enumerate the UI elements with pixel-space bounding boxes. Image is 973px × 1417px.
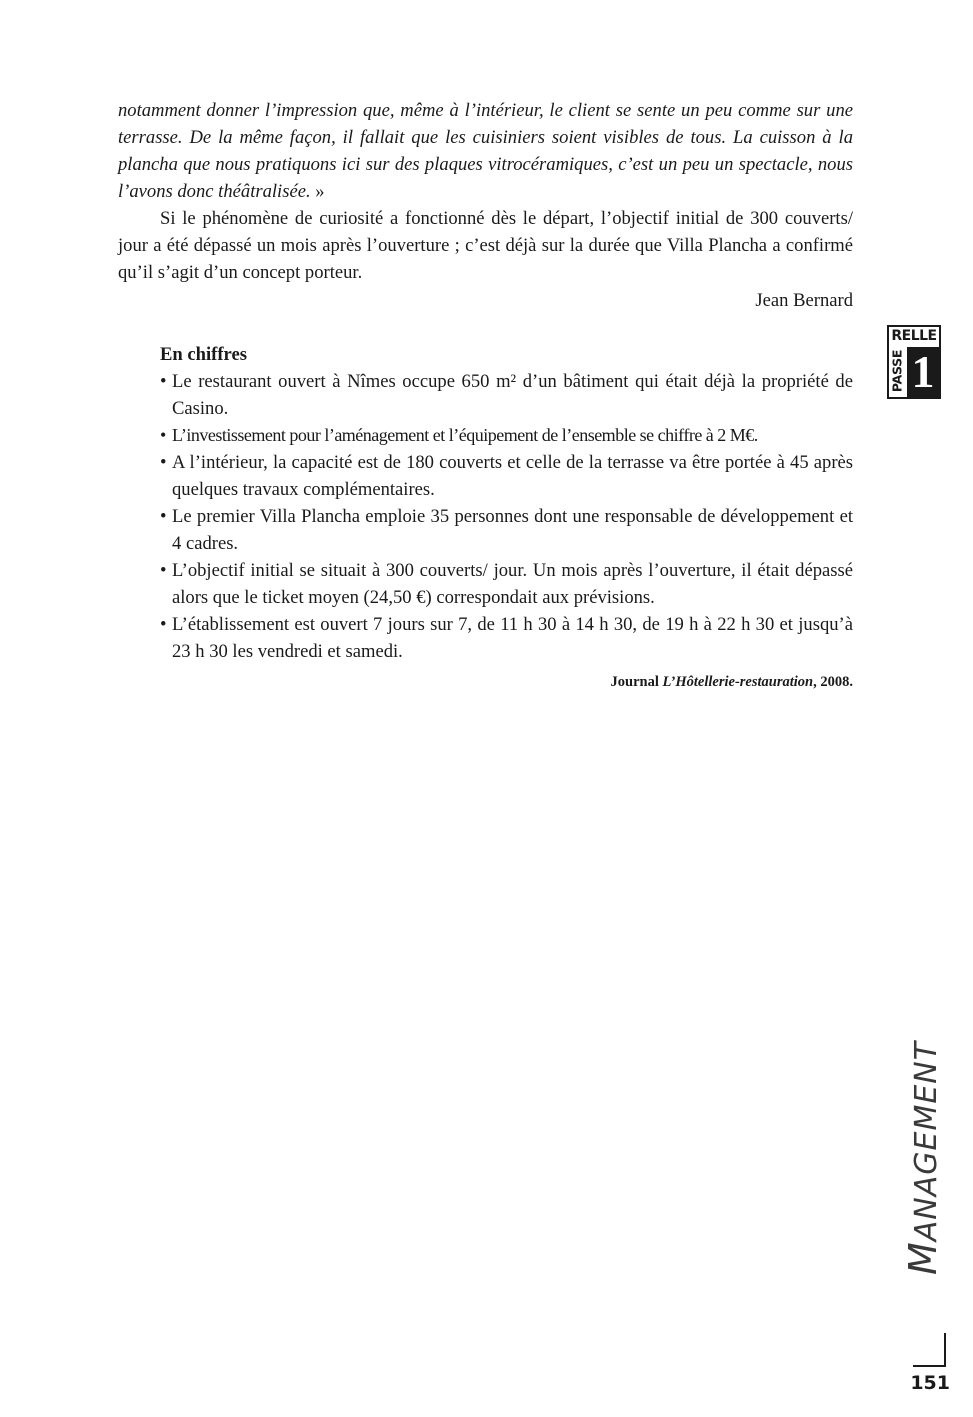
- page-number: 151: [910, 1372, 950, 1394]
- quote-text: notamment donner l’impression que, même à l’intérieur, le client se sente un peu comme sur une terrasse. De la même façon, il fallait que les cuisiniers soient visibles de tous. La cuisson à la plancha que nous pratiquons ici sur des plaques vitrocéramiques, c’est un peu un spectacle, nous l’avons donc théâtralisée.: [118, 100, 853, 202]
- passerelle-badge: [887, 325, 941, 399]
- author-signature: Jean Bernard: [755, 290, 853, 311]
- badge-side: [889, 347, 905, 395]
- list-item: • L’établissement est ouvert 7 jours sur 7, de 11 h 30 à 14 h 30, de 19 h à 22 h 30 et jusqu’à 23 h 30 les vendredi et samedi.: [160, 611, 853, 665]
- quote-paragraph: [118, 97, 853, 205]
- list-item: • L’objectif initial se situait à 300 couverts/ jour. Un mois après l’ouverture, il était dépassé alors que le ticket moyen (24,50 €) correspondait aux prévisions.: [160, 557, 853, 611]
- quote-close: »: [310, 181, 325, 202]
- body-paragraph: Si le phénomène de curiosité a fonctionné dès le départ, l’objectif initial de 300 couverts/ jour a été dépassé un mois après l’ouverture ; c’est déjà sur la durée que Villa Plancha a confirmé qu’il s’agit d’un concept porteur.: [118, 208, 853, 283]
- figures-box: [160, 341, 853, 696]
- source-suffix: , 2008.: [813, 674, 853, 690]
- source-citation: [160, 669, 853, 696]
- section-first-letter: M: [901, 1241, 945, 1276]
- section-title: [868, 1018, 973, 1298]
- badge-top-text: RELLE: [891, 328, 937, 344]
- figures-list: [160, 368, 853, 665]
- folio-rule-vertical: [944, 1333, 946, 1365]
- folio-rule-horizontal: [913, 1365, 946, 1367]
- box-title: En chiffres: [160, 344, 247, 365]
- list-item: • Le premier Villa Plancha emploie 35 personnes dont une responsable de développement et 4 cadres.: [160, 503, 853, 557]
- source-prefix: Journal: [610, 674, 663, 690]
- list-item: • L’investissement pour l’aménagement et l’équipement de l’ensemble se chiffre à 2 M€.: [160, 422, 853, 449]
- list-item: • Le restaurant ouvert à Nîmes occupe 650 m² d’un bâtiment qui était déjà la propriété de Casino.: [160, 368, 853, 422]
- list-item: • A l’intérieur, la capacité est de 180 couverts et celle de la terrasse va être portée à 45 après quelques travaux complémentaires.: [160, 449, 853, 503]
- badge-side-text: PASSE: [889, 349, 905, 393]
- section-title-text: [901, 1041, 945, 1275]
- badge-number: 1: [907, 347, 939, 397]
- source-title: L’Hôtellerie-restauration: [662, 674, 814, 690]
- section-rest: ANAGEMENT: [909, 1040, 944, 1242]
